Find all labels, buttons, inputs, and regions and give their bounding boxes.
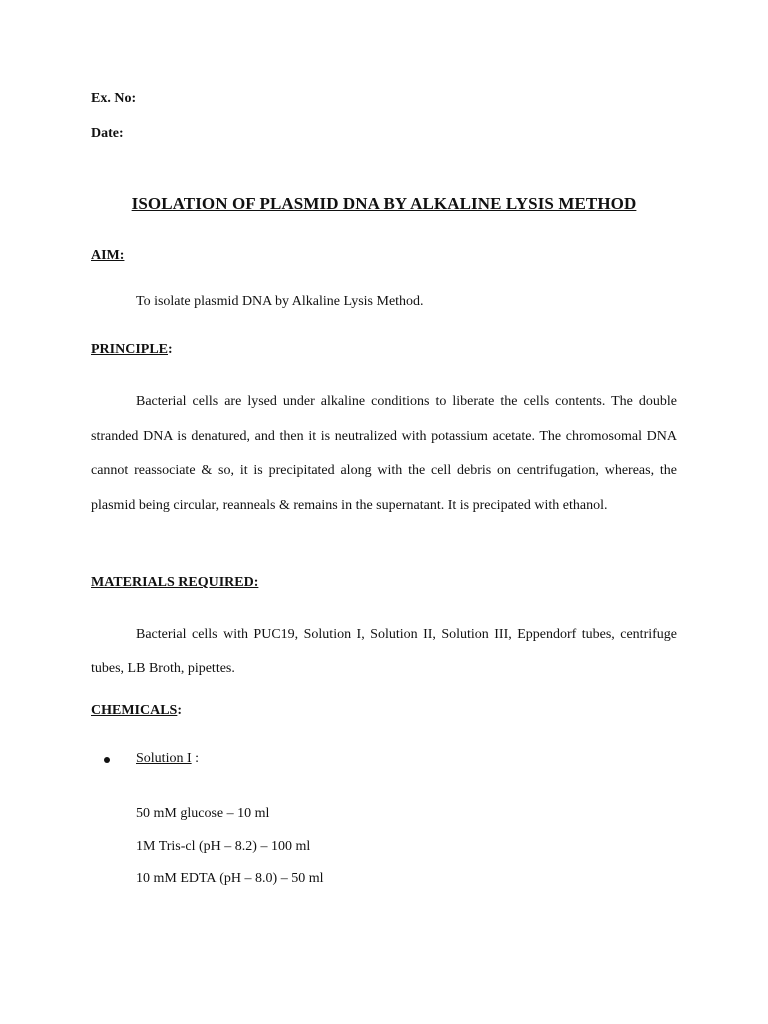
materials-text: Bacterial cells with PUC19, Solution I, Solution II, Solution III, Eppendorf tubes, centrifuge tubes, LB Broth, pipettes. <box>91 627 677 676</box>
date-label: Date: <box>91 126 124 141</box>
solution-ingredients-list <box>136 798 323 896</box>
chemicals-heading <box>91 703 182 719</box>
document-title: ISOLATION OF PLASMID DNA BY ALKALINE LYSIS METHOD <box>131 194 637 213</box>
materials-heading <box>91 575 258 591</box>
bullet-dot-icon <box>104 757 110 763</box>
list-item: 1M Tris-cl (pH – 8.2) – 100 ml <box>136 838 311 854</box>
principle-heading-colon: : <box>168 342 173 357</box>
solution-label <box>136 751 199 767</box>
aim-text: To isolate plasmid DNA by Alkaline Lysis Method. <box>136 294 424 309</box>
aim-heading <box>91 248 124 264</box>
aim-heading-text: AIM: <box>91 248 125 263</box>
chemicals-heading-text: CHEMICALS <box>91 703 178 718</box>
ex-no-label: Ex. No: <box>91 91 137 106</box>
solution-label-colon: : <box>191 751 200 766</box>
principle-heading <box>91 342 173 358</box>
list-item: 50 mM glucose – 10 ml <box>136 806 270 821</box>
solution-label-text: Solution I <box>136 751 192 766</box>
list-item: 10 mM EDTA (pH – 8.0) – 50 ml <box>136 871 324 886</box>
principle-text: Bacterial cells are lysed under alkaline conditions to liberate the cells contents. The double stranded DNA is denatured, and then it is neutralized with potassium acetate. The chromosomal DNA cannot reassociate & so, it is precipitated along with the cell debris on centrifugation, whereas, the plasmid being circular, reanneals & remains in the supernatant. It is precipated with ethanol. <box>91 394 677 513</box>
principle-heading-text: PRINCIPLE <box>91 342 169 357</box>
chemicals-heading-colon: : <box>177 703 183 718</box>
materials-heading-text: MATERIALS REQUIRED: <box>91 575 259 590</box>
